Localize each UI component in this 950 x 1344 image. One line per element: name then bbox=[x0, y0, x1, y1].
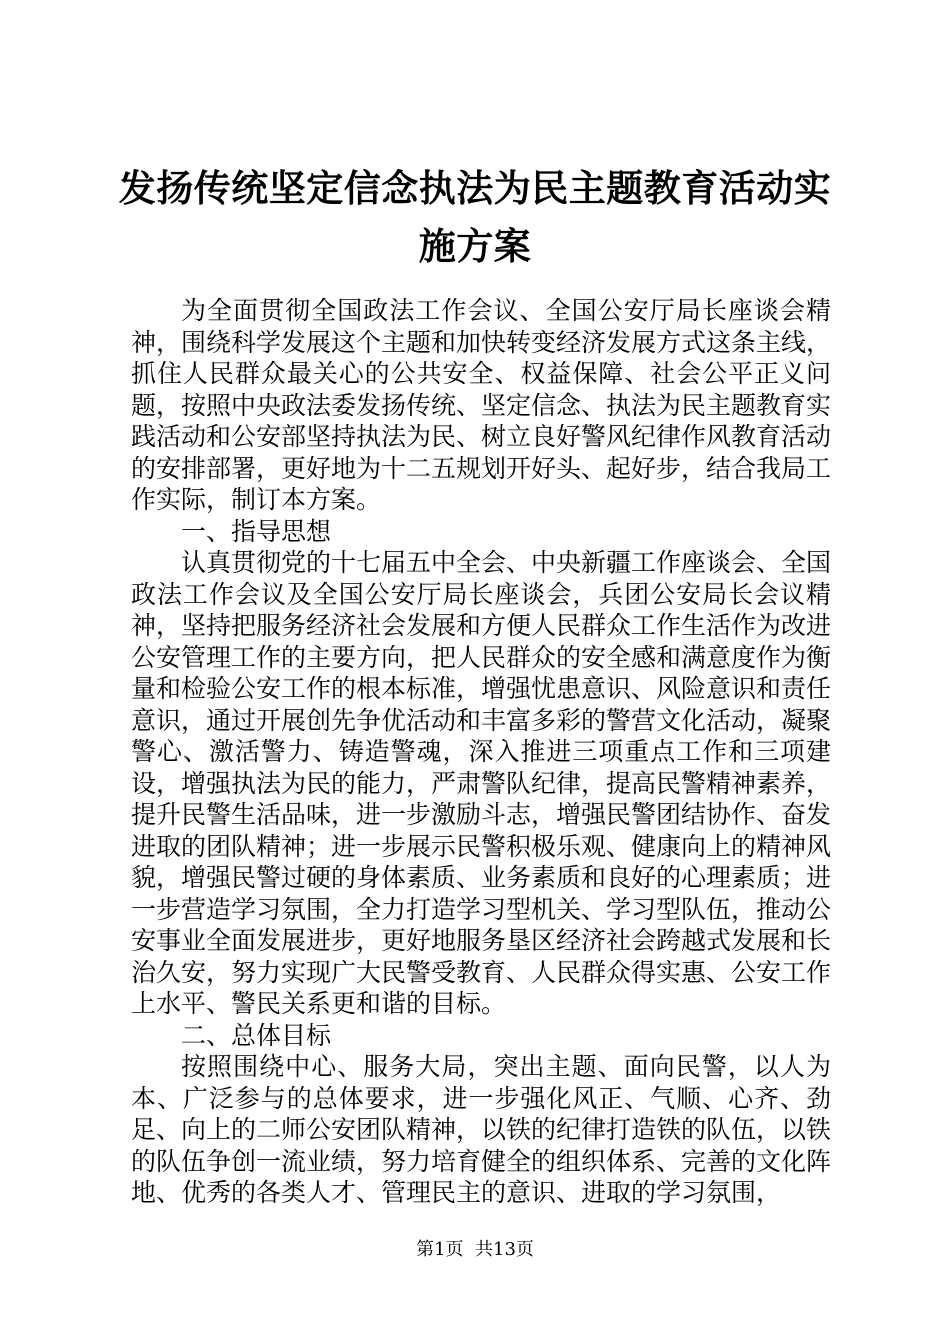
page-total: 共13页 bbox=[475, 1239, 534, 1260]
guiding-thought-paragraph: 认真贯彻党的十七届五中全会、中央新疆工作座谈会、全国政法工作会议及全国公安厅局长座谈会，兵团公安局长会议精神，坚持把服务经济社会发展和方便人民群众工作生活作为改进公安管理工作的主要方向，把人民群众的安全感和满意度作为衡量和检验公安工作的根本标准，增强忧患意识、风险意识和责任意识，通过开展创先争优活动和丰富多彩的警营文化活动，凝聚警心、激活警力、铸造警魂，深入推进三项重点工作和三项建设，增强执法为民的能力，严肃警队纪律，提高民警精神素养，提升民警生活品味，进一步激励斗志，增强民警团结协作、奋发进取的团队精神；进一步展示民警积极乐观、健康向上的精神风貌，增强民警过硬的身体素质、业务素质和良好的心理素质；进一步营造学习氛围，全力打造学习型机关、学习型队伍，推动公安事业全面发展进步，更好地服务垦区经济社会跨越式发展和长治久安，努力实现广大民警受教育、人民群众得实惠、公安工作上水平、警民关系更和谐的目标。 bbox=[131, 548, 832, 1018]
document-title: 发扬传统坚定信念执法为民主题教育活动实施方案 bbox=[118, 167, 832, 268]
intro-paragraph: 为全面贯彻全国政法工作会议、全国公安厅局长座谈会精神，围绕科学发展这个主题和加快转变经济发展方式这条主线，抓住人民群众最关心的公共安全、权益保障、社会公平正义问题，按照中央政法委发扬传统、坚定信念、执法为民主题教育实践活动和公安部坚持执法为民、树立良好警风纪律作风教育活动的安排部署，更好地为十二五规划开好头、起好步，结合我局工作实际，制订本方案。 bbox=[131, 296, 832, 514]
page-footer bbox=[0, 1238, 950, 1262]
overall-goal-paragraph: 按照围绕中心、服务大局，突出主题、面向民警，以人为本、广泛参与的总体要求，进一步强化风正、气顺、心齐、劲足、向上的二师公安团队精神，以铁的纪律打造铁的队伍，以铁的队伍争创一流业绩，努力培育健全的组织体系、完善的文化阵地、优秀的各类人才、管理民主的意识、进取的学习氛围， bbox=[131, 1052, 832, 1207]
page-number: 第1页 bbox=[416, 1239, 464, 1260]
footer-separator bbox=[464, 1239, 475, 1260]
section-heading-guiding-thought: 一、指导思想 bbox=[181, 516, 332, 546]
document-body bbox=[131, 295, 831, 1209]
section-heading-overall-goal: 二、总体目标 bbox=[181, 1020, 332, 1050]
